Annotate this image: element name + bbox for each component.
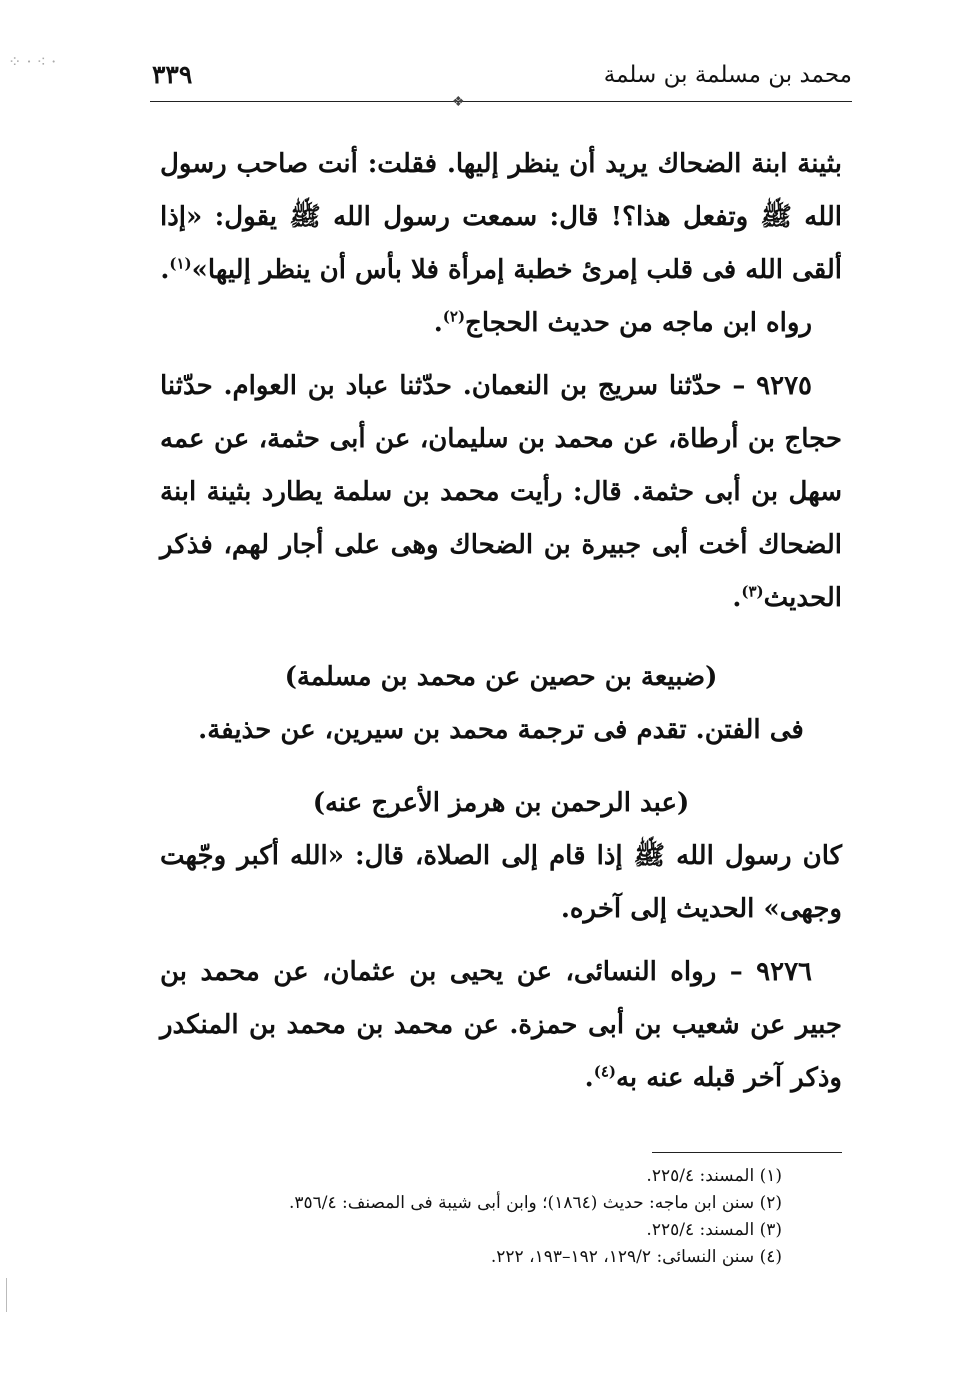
paragraph-salat: كان رسول الله ﷺ إذا قام إلى الصلاة، قال: «الله أكبر وجّهت وجهى» الحديث إلى آخره. — [160, 841, 843, 924]
footnote-ref: (٢) — [442, 307, 466, 326]
footnote-3: (٣) المسند: ٢٢٥/٤. — [646, 1220, 782, 1240]
footnote-ref: (٤) — [593, 1062, 616, 1081]
paragraph-text: ٩٢٧٦ – رواه النسائى، عن يحيى بن عثمان، عن محمد بن جبير عن شعيب بن أبى حمزة. عن محمد بن محمد بن المنكدر وذكر آخر قبله عنه به — [160, 957, 842, 1093]
main-text — [160, 138, 842, 1105]
header-ornament: ❖ — [452, 94, 465, 110]
scan-edge-mark — [6, 1278, 7, 1312]
paragraph-riwaya — [160, 297, 842, 350]
footnote-ref: (١) — [169, 254, 192, 273]
footnote-4: (٤) سنن النسائى: ١٢٩/٢، ١٩٢–١٩٣، ٢٢٢. — [490, 1247, 782, 1267]
margin-specks-decoration: ⁘ · ⁖ · — [8, 52, 57, 71]
footnote-rule — [652, 1152, 842, 1153]
paragraph-text: رواه ابن ماجه من حديث الحجاج — [465, 308, 812, 338]
paragraph-text: بثينة ابنة الضحاك يريد أن ينظر إليها. فقلت: أنت صاحب رسول الله ﷺ وتفعل هذا؟! قال: سمعت رسول الله ﷺ يقول: «إذا ألقى الله فى قلب إمرئ خطبة إمرأة فلا بأس أن ينظر إليها» — [160, 149, 842, 285]
paragraph-continuation — [160, 138, 842, 297]
footnote-1: (١) المسند: ٢٢٥/٤. — [646, 1166, 782, 1186]
paragraph-end: . — [433, 308, 443, 338]
running-header-title: محمد بن مسلمة بن سلمة — [603, 62, 852, 88]
footnote-ref: (٣) — [741, 582, 764, 601]
paragraph-fitan: فى الفتن. تقدم فى ترجمة محمد بن سيرين، عن حذيفة. — [198, 715, 804, 745]
paragraph-end: . — [160, 255, 170, 285]
header-rule — [150, 101, 852, 102]
hadith-9276 — [160, 946, 842, 1105]
paragraph-end: . — [584, 1063, 594, 1093]
paragraph-text: ٩٢٧٥ – حدّثنا سريج بن النعمان. حدّثنا عباد بن العوام. حدّثنا حجاج بن أرطاة، عن محمد بن سليمان، عن أبى حثمة، عن عمه سهل بن أبى حثمة. قال: رأيت محمد بن سلمة يطارد بثينة ابنة الضحاك أخت أبى جبيرة بن الضحاك وهى على أجار لهم، فذكر الحديث — [160, 371, 842, 613]
running-header — [152, 58, 852, 94]
section-heading-abd-al-rahman: (عبد الرحمن بن هرمز الأعرج عنه) — [312, 788, 690, 818]
footnote-2: (٢) سنن ابن ماجه: حديث (١٨٦٤)؛ وابن أبى شيبة فى المصنف: ٣٥٦/٤. — [288, 1193, 782, 1213]
section-heading-dubay-a: (ضبيعة بن حصين عن محمد بن مسلمة) — [284, 662, 718, 692]
page-number: ٣٣٩ — [152, 60, 193, 89]
hadith-9275 — [160, 360, 842, 625]
footnotes — [150, 1163, 782, 1271]
paragraph-end: . — [732, 583, 742, 613]
